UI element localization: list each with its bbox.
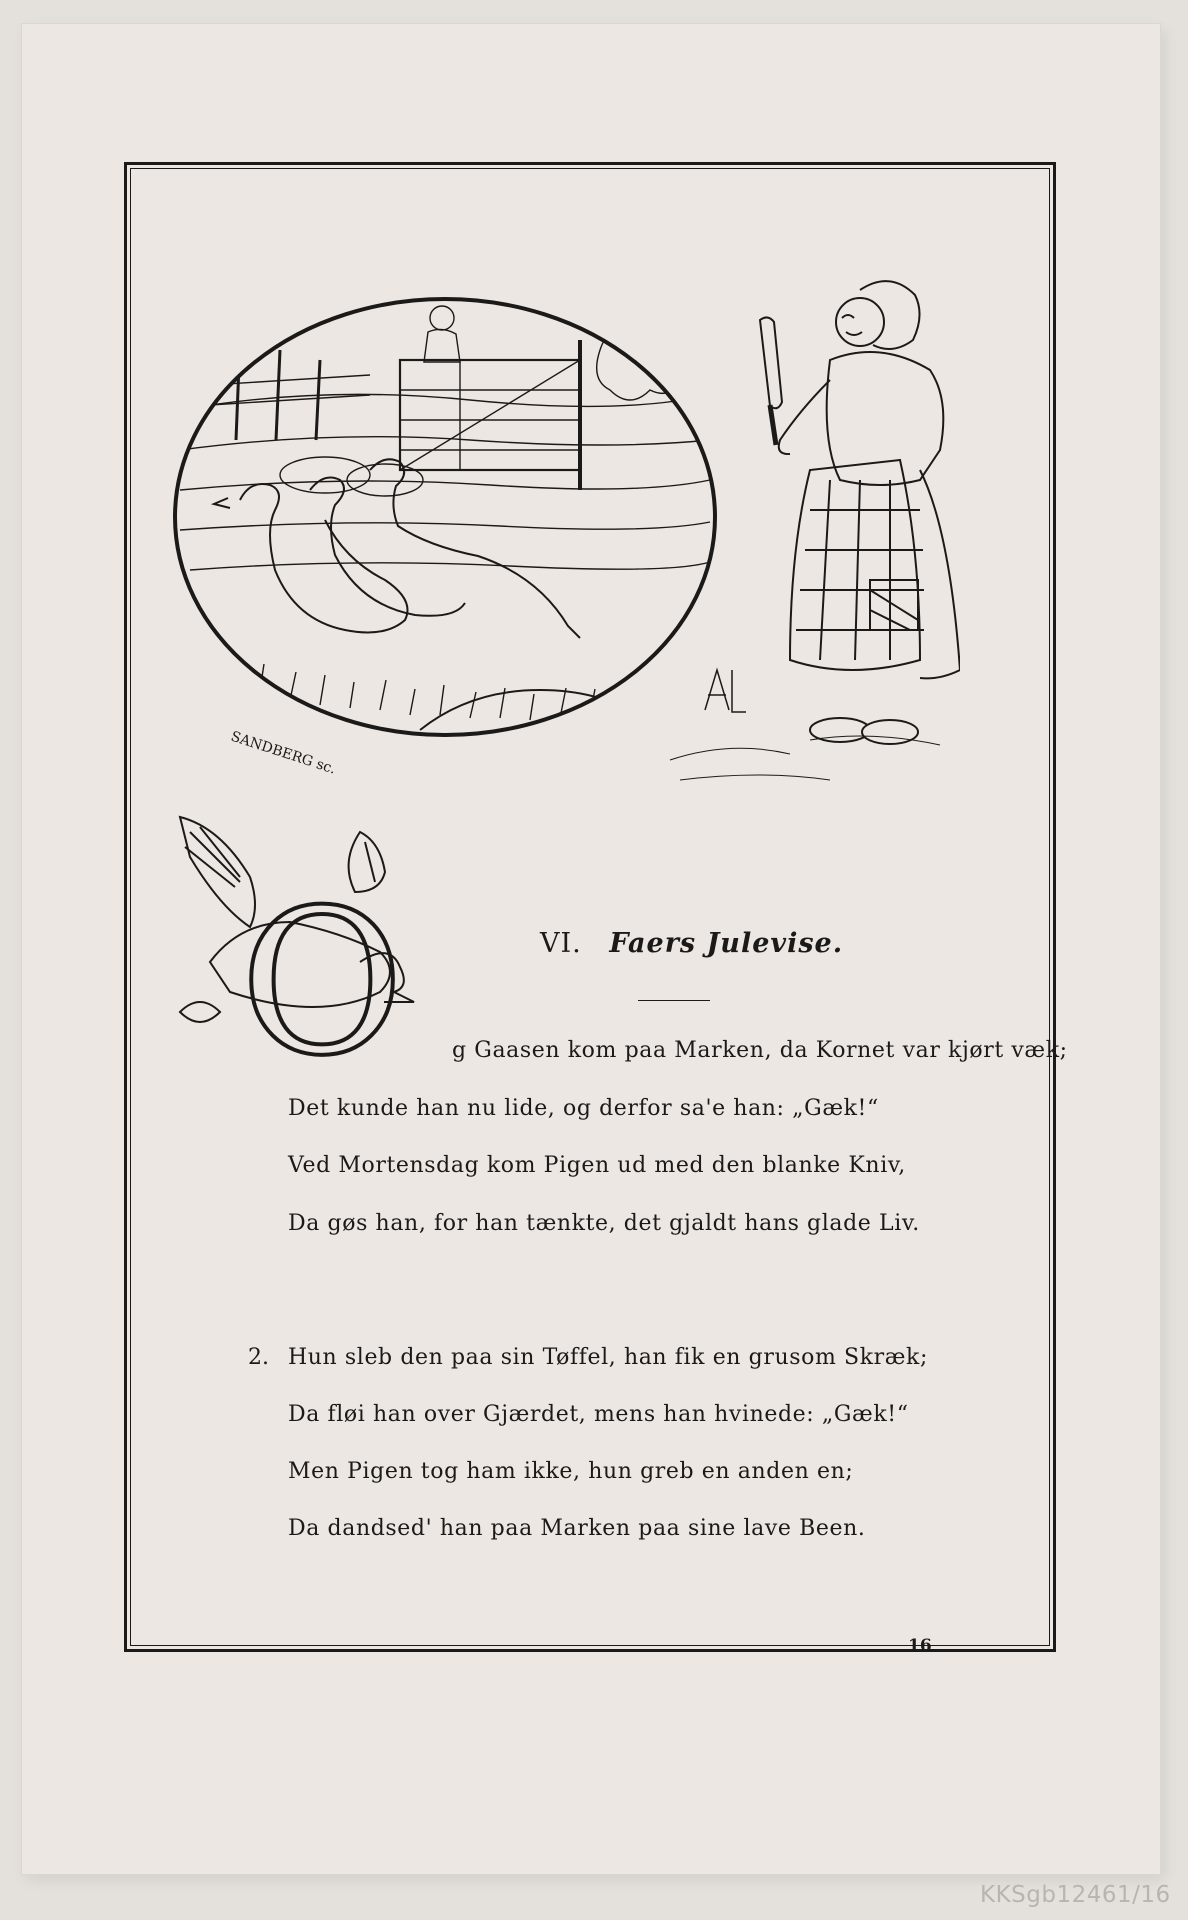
svg-text:SANDBERG sc.: SANDBERG sc. — [228, 728, 338, 778]
poem-title — [540, 928, 844, 959]
verse-line: Ved Mortensdag kom Pigen ud med den blanke Kniv, — [288, 1153, 906, 1178]
title-divider — [638, 1000, 710, 1001]
verse-line: Da dandsed' han paa Marken paa sine lave Been. — [288, 1516, 866, 1541]
poem-title-text: Faers Julevise. — [609, 928, 844, 959]
verse-line: Men Pigen tog ham ikke, hun greb en anden en; — [288, 1459, 854, 1484]
verse-line: g Gaasen kom paa Marken, da Kornet var kjørt væk; — [452, 1038, 1068, 1063]
verse-line: Hun sleb den paa sin Tøffel, han fik en grusom Skræk; — [288, 1345, 928, 1370]
page-number: 16 — [908, 1636, 932, 1656]
verse-line: Det kunde han nu lide, og derfor sa'e han: „Gæk!“ — [288, 1096, 879, 1121]
verse-line: Da fløi han over Gjærdet, mens han hvinede: „Gæk!“ — [288, 1402, 909, 1427]
poem-title-number: VI. — [540, 928, 582, 959]
artist-monogram — [705, 670, 746, 712]
verse-line: Da gøs han, for han tænkte, det gjaldt hans glade Liv. — [288, 1211, 920, 1236]
drop-cap-initial: O — [240, 867, 404, 1082]
catalog-number: KKSgb12461/16 — [980, 1882, 1171, 1908]
stanza-number: 2. — [248, 1345, 269, 1370]
goose-initial-o-illustration — [170, 812, 430, 1082]
geese-vignette-illustration — [170, 290, 720, 810]
woman-with-knife-illustration — [660, 270, 960, 810]
